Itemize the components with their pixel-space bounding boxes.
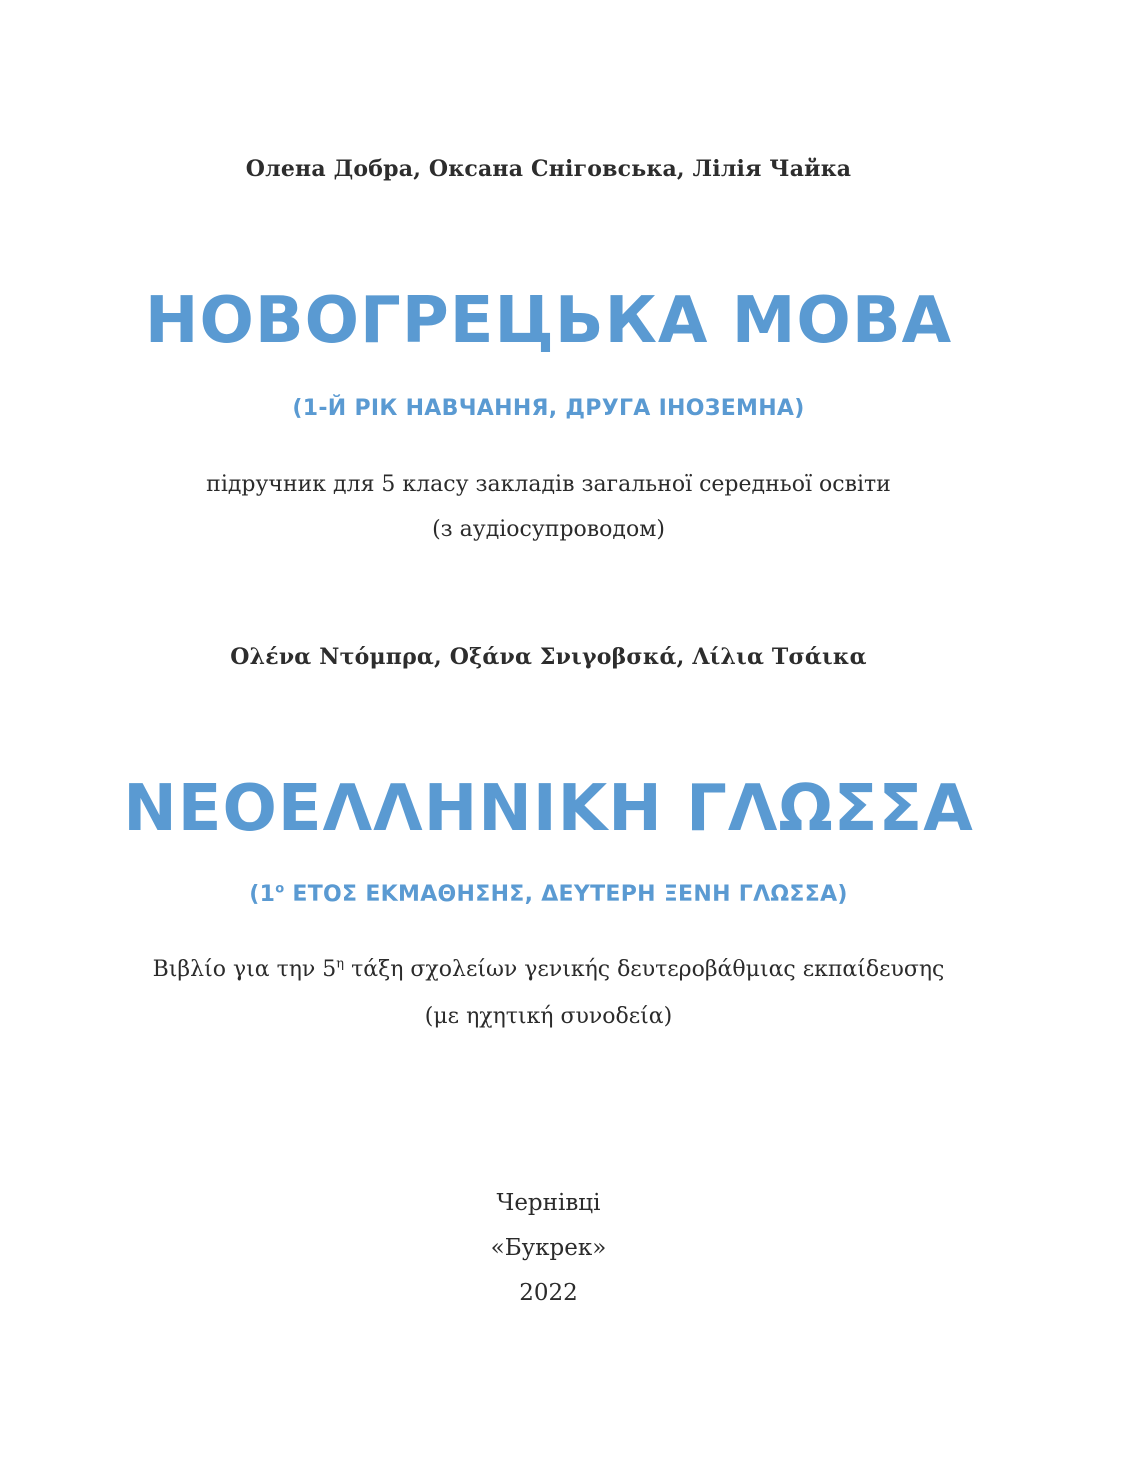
ukrainian-subtitle: (1-Й РІК НАВЧАННЯ, ДРУГА ІНОЗЕМНА)	[292, 396, 805, 421]
greek-description-ordinal: η	[336, 956, 345, 972]
greek-description-rest: τάξη σχολείων γενικής δευτεροβάθμιας εκπαίδευσης	[344, 957, 945, 982]
greek-description-line1	[0, 957, 1097, 982]
publication-year: 2022	[519, 1280, 578, 1306]
ukrainian-authors: Олена Добра, Оксана Сніговська, Лілія Чайка	[245, 156, 852, 182]
greek-subtitle-start: (1	[249, 882, 276, 907]
ukrainian-title: НОВОГРЕЦЬКА МОВА	[144, 284, 953, 358]
greek-title: ΝΕΟΕΛΛΗΝΙΚΗ ΓΛΩΣΣΑ	[123, 772, 974, 846]
ukrainian-description-line2: (з аудіосупроводом)	[432, 517, 665, 542]
greek-subtitle-rest: ΕΤΟΣ ΕΚΜΑΘΗΣΗΣ, ΔΕΥΤΕΡΗ ΞΕΝΗ ΓΛΩΣΣΑ)	[284, 882, 848, 907]
ukrainian-description-line1: підручник для 5 класу закладів загальної середньої освіти	[206, 472, 891, 497]
greek-description-start: Βιβλίο για την 5	[152, 957, 337, 982]
publisher-name: «Букрек»	[490, 1235, 607, 1261]
greek-subtitle	[0, 882, 1097, 907]
publisher-city: Чернівці	[496, 1190, 601, 1216]
greek-authors: Ολένα Ντόμπρα, Οξάνα Σνιγοβσκά, Λίλια Τσάικα	[230, 644, 867, 670]
greek-description-line2: (με ηχητική συνοδεία)	[424, 1004, 673, 1029]
greek-subtitle-ordinal: ο	[275, 881, 285, 897]
